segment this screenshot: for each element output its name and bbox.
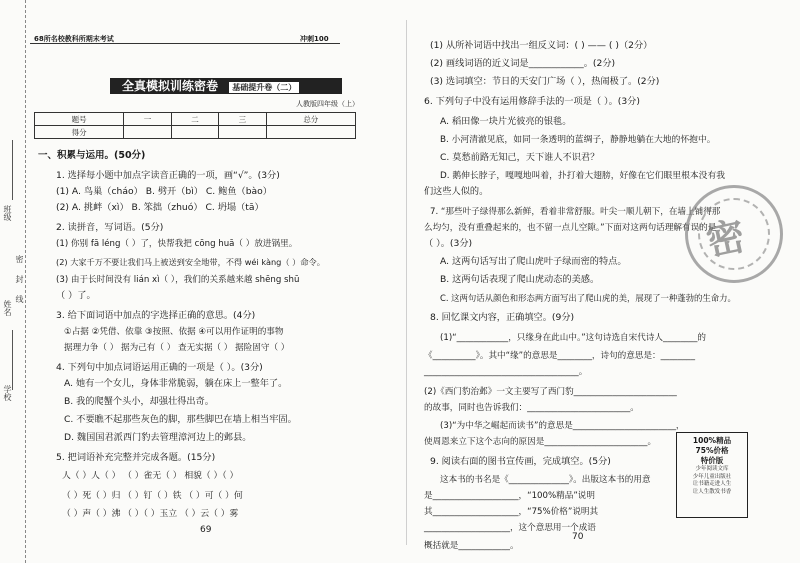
promo-line: 少年儿童出版社 — [692, 473, 732, 480]
question-line: 4. 下列句中加点词语运用正确的一项是（ ）。(3分) — [56, 362, 263, 373]
binding-margin — [0, 0, 26, 563]
question-line: 6. 下列句子中没有运用修辞手法的一项是（ ）。(3分) — [424, 96, 640, 107]
question-line: ____________________，这个意思用一个成语 — [424, 523, 596, 533]
question-line: A. 她有一个女儿，身体非常脆弱，躺在床上一整年了。 — [64, 378, 288, 389]
question-line: 5. 把词语补充完整并完成各题。(15分) — [56, 452, 216, 463]
question-line: C. 这两句话从颜色和形态两方面写出了爬山虎的美，展现了一种蓬勃的生命力。 — [440, 293, 736, 303]
question-line: 的故事，同时也告诉我们：________________________。 — [424, 403, 639, 413]
stamp-character: 密 — [702, 213, 749, 265]
question-line: （ ）死（ ）归 （ ）钉（ ）铁 （ ）可（ ）何 — [62, 491, 243, 501]
question-line: A. 这两句话写出了爬山虎叶子绿而密的特点。 — [440, 256, 627, 267]
question-line: (3)“为中华之崛起而读书”的意思是________________________， — [440, 421, 685, 431]
question-line: (1)“____________，只缘身在此山中。”这句诗选自宋代诗人________的 — [440, 333, 706, 343]
seal-mark: 线 — [15, 295, 24, 303]
promo-line: 75%价格 — [695, 446, 729, 455]
question-line: 是____________________，“100%精品”说明 — [424, 491, 595, 501]
book-promo-box — [676, 432, 748, 518]
series-line: 68所名校教科所期末考试 — [34, 35, 114, 43]
question-line: (3) 选词填空：节日的天安门广场（ ），热闹极了。(2分) — [430, 76, 660, 87]
table-cell: 三 — [219, 113, 266, 126]
confidential-stamp — [685, 185, 783, 283]
binding-line — [12, 330, 13, 390]
score-input-cell[interactable] — [219, 126, 266, 139]
question-line: （ ）。(3分) — [424, 238, 473, 249]
question-line: 7. “那些叶子绿得那么新鲜，看着非常舒服。叶尖一顺儿朝下，在墙上铺得那 — [430, 207, 721, 217]
question-line: 其____________________，“75%价格”说明其 — [424, 507, 599, 517]
question-line: B. 小河清澈见底，如同一条透明的蓝绸子，静静地躺在大地的怀抱中。 — [440, 135, 716, 145]
grade-line: 人教版四年级（上） — [296, 100, 359, 108]
section-1-heading: 一、积累与运用。(50分) — [38, 150, 146, 161]
question-line: (2)《西门豹治邺》一文主要写了西门豹________________________ — [424, 387, 677, 397]
question-line: 么均匀，没有重叠起来的，也不留一点儿空隙。”下面对这两句话理解有误的是 — [424, 223, 717, 233]
question-line: 这本书的书名是《______________》。出版这本书的用意 — [440, 475, 651, 485]
question-line: B. 这两句话表现了爬山虎动态的美感。 — [440, 274, 600, 285]
promo-line: 少年阅读文库 — [695, 466, 729, 472]
binding-line — [12, 140, 13, 200]
question-line: (2) A. 挑衅（xì） B. 笨拙（zhuó） C. 坍塌（tā） — [56, 202, 264, 213]
title-text: 全真模拟训练密卷 — [122, 79, 219, 93]
question-line: (3) 由于长时间没有 lián xì（ ），我们的关系越来越 shēng shū — [56, 275, 300, 285]
question-line: A. 稻田像一块片光彼亮的银毯。 — [440, 116, 572, 127]
question-line: D. 鹅伸长脖子，嘎嘎地叫着，扑打着大翅膀，好像在它们眼里根本没有我 — [440, 171, 726, 181]
page-number-right: 70 — [572, 532, 584, 542]
question-line: C. 不要瞧不起那些灰色的脚，那些脚巴在墙上相当牢固。 — [64, 414, 297, 425]
question-line: （ ）了。 — [56, 290, 96, 301]
promo-line: 让书籍走进人生 — [692, 481, 732, 487]
question-line: (2) 大家千万不要让我们马上被送到安全地带，不得 wéi kàng（ ）命令。 — [56, 257, 325, 267]
question-line: 《__________》。其中“缘”的意思是________，诗句的意思是：________ — [424, 351, 696, 361]
class-label: 班级 — [3, 205, 12, 221]
promo-line: 100%精品 — [692, 436, 732, 445]
score-input-cell[interactable] — [171, 126, 218, 139]
question-line: 2. 读拼音，写词语。(5分) — [56, 222, 164, 233]
score-table-row — [35, 113, 356, 126]
name-label: 姓名 — [3, 300, 12, 316]
score-table — [34, 112, 356, 139]
school-label: 学校 — [3, 385, 12, 401]
question-line: (1) 从所补词语中找出一组反义词：( ) —— ( )（2分） — [430, 40, 653, 51]
question-line: C. 莫愁前路无知己，天下谁人不识君？ — [440, 152, 600, 163]
question-line: ①占据 ②凭借、依靠 ③按照、依据 ④可以用作证明的事物 — [64, 327, 284, 337]
score-input-cell[interactable] — [124, 126, 171, 139]
score-table-row — [35, 126, 356, 139]
table-cell: 总分 — [266, 113, 355, 126]
question-line: 9. 阅读右面的图书宣传画，完成填空。(5分) — [430, 456, 611, 467]
exam-title — [110, 78, 342, 94]
score-input-cell[interactable] — [266, 126, 355, 139]
question-line: 概括就是____________。 — [424, 541, 519, 551]
question-line: 们这些人似的。 — [424, 186, 489, 197]
question-line: （ ）声（ ）沸 （ ）（ ）玉立 （ ）云（ ）雾 — [62, 509, 239, 519]
edition-mark: 冲刺100 — [300, 35, 329, 43]
question-line: 8. 回忆课文内容，正确填空。(9分) — [430, 312, 575, 323]
question-line: D. 魏国国君派西门豹去管理漳河边上的邺县。 — [64, 432, 252, 443]
question-line: 1. 选择每小题中加点字读音正确的一项，画“√”。(3分) — [56, 170, 280, 181]
promo-line: 让人生散发书香 — [692, 488, 732, 495]
promo-line: 特价版 — [700, 456, 724, 465]
seal-mark: 封 — [15, 275, 24, 283]
question-line: 据理力争（ ） 据为己有（ ） 查无实据（ ） 据险固守（ ） — [64, 343, 290, 353]
page-number-left: 69 — [200, 525, 212, 535]
question-line: (1) A. 鸟巢（cháo） B. 劈开（bì） C. 鲍鱼（bào） — [56, 186, 272, 197]
question-line: (2) 画线词语的近义词是____________。(2分) — [430, 58, 616, 69]
question-line: ____________________________________。 — [424, 367, 588, 377]
table-cell: 题号 — [35, 113, 124, 126]
question-line: 人（ ）人（ ） （ ）雀无（ ） 相貌（ ）（ ） — [62, 471, 239, 481]
title-badge: 基础提升卷（二） — [228, 81, 300, 94]
table-cell: 二 — [171, 113, 218, 126]
page-divider — [406, 20, 407, 545]
table-cell: 一 — [124, 113, 171, 126]
question-line: B. 我的爬蟹个头小，却强壮得出奇。 — [64, 396, 214, 407]
seal-mark: 密 — [15, 255, 24, 263]
table-cell: 得分 — [35, 126, 124, 139]
question-line: 使周恩来立下这个志向的原因是________________________。 — [424, 437, 657, 447]
question-line: 3. 给下面词语中加点的字选择正确的意思。(4分) — [56, 310, 256, 321]
question-line: (1) 你别 fā léng（ ）了，快帮我把 cōng huā（ ）放进锅里。 — [56, 239, 298, 249]
